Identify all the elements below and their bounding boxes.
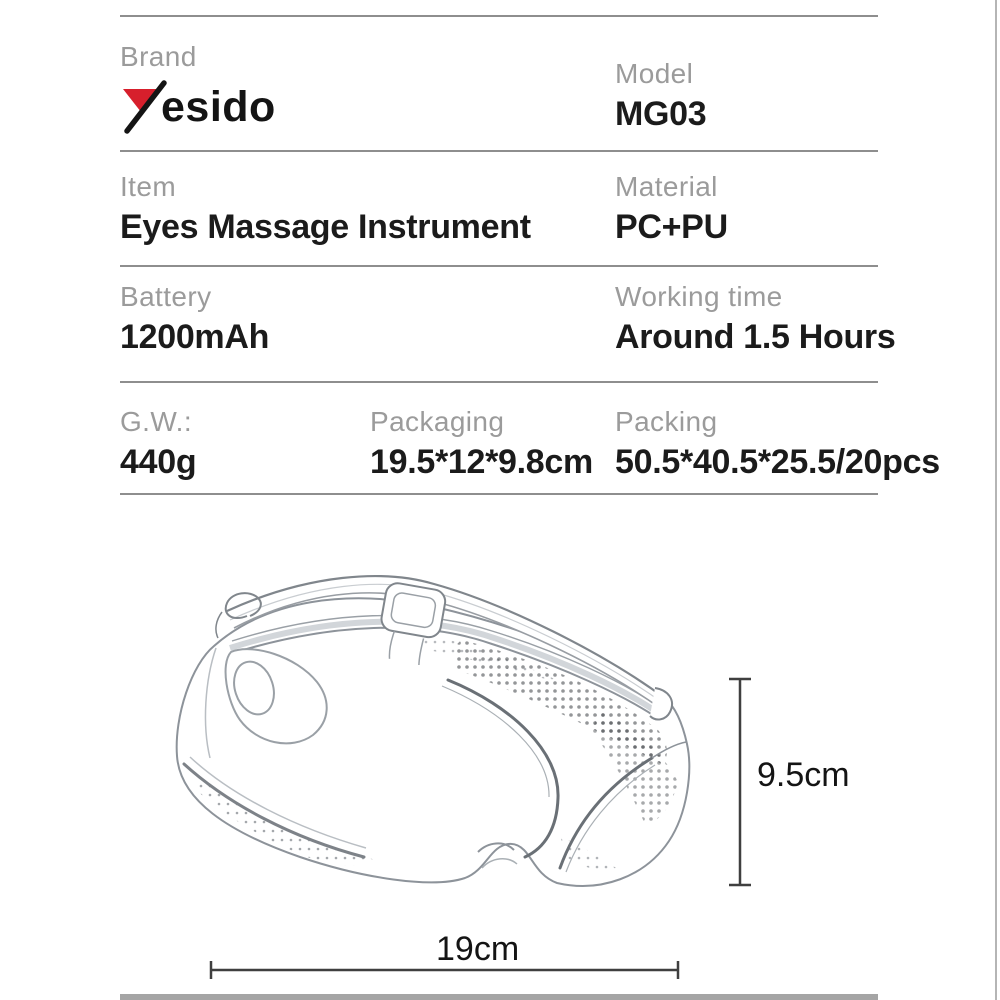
height-dimension-label: 9.5cm: [757, 756, 850, 794]
spec-label: Battery: [120, 281, 212, 312]
right-border-line: [995, 0, 997, 1000]
spec-label: Item: [120, 171, 177, 202]
spec-value: 19.5*12*9.8cm: [370, 443, 593, 481]
spec-value: Around 1.5 Hours: [615, 318, 896, 356]
bottom-section-line: [120, 994, 878, 1000]
spec-value: 50.5*40.5*25.5/20pcs: [615, 443, 940, 481]
height-dimension-line: [729, 679, 751, 885]
spec-label: Brand: [120, 41, 197, 72]
spec-value: Eyes Massage Instrument: [120, 208, 531, 246]
spec-label: Model: [615, 58, 694, 89]
spec-label: G.W.:: [120, 406, 192, 437]
spec-label: Working time: [615, 281, 783, 312]
spec-value: 1200mAh: [120, 318, 270, 356]
spec-label: Material: [615, 171, 718, 202]
spec-value: MG03: [615, 95, 707, 133]
spec-value: PC+PU: [615, 208, 728, 246]
spec-label: Packaging: [370, 406, 505, 437]
logo-text: esido: [161, 83, 276, 131]
width-dimension-label: 19cm: [436, 930, 520, 968]
spec-value: 440g: [120, 443, 197, 481]
spec-label: Packing: [615, 406, 718, 437]
